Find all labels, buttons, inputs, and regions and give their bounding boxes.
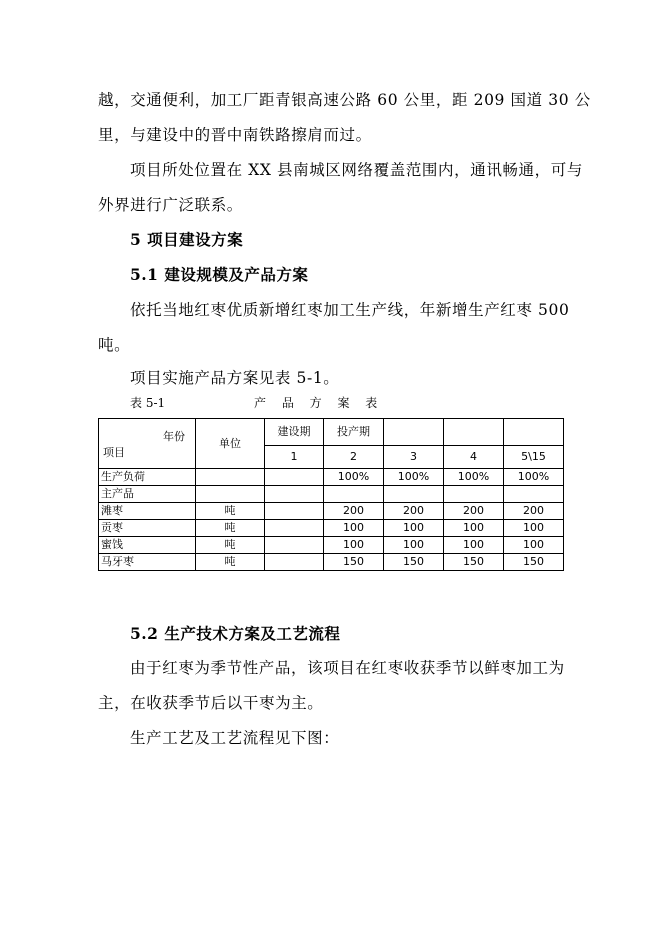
table-row-product (99, 537, 564, 554)
table-row-product (99, 520, 564, 537)
product-name: 蜜饯 (99, 537, 196, 554)
period-cell: 2 (324, 446, 384, 469)
header-construction: 建设期 (265, 419, 324, 446)
table-caption-number: 表 5-1 (130, 396, 166, 410)
value-cell: 100 (384, 537, 444, 554)
unit-cell: 吨 (196, 520, 265, 537)
header-diagonal-cell (99, 419, 196, 469)
table-caption-title: 产 品 方 案 表 (254, 396, 384, 410)
heading-section-5-1: 5.1 建设规模及产品方案 (130, 265, 309, 284)
unit-cell (196, 469, 265, 486)
product-name: 马牙枣 (99, 554, 196, 571)
heading-section-5-2: 5.2 生产技术方案及工艺流程 (130, 624, 341, 643)
period-cell: 3 (384, 446, 444, 469)
table-row-product (99, 554, 564, 571)
empty-cell (384, 486, 444, 503)
period-cell: 1 (265, 446, 324, 469)
paragraph-table-ref: 项目实施产品方案见表 5-1。 (130, 369, 340, 387)
value-cell: 200 (384, 503, 444, 520)
value-cell: 200 (504, 503, 564, 520)
header-blank (504, 419, 564, 446)
product-plan-table (98, 418, 564, 571)
row-label: 主产品 (99, 486, 196, 503)
value-cell: 200 (444, 503, 504, 520)
header-unit: 单位 (196, 419, 265, 469)
header-item: 项目 (103, 445, 125, 459)
empty-cell (324, 486, 384, 503)
unit-cell: 吨 (196, 503, 265, 520)
paragraph-location-line2: 里，与建设中的晋中南铁路擦肩而过。 (98, 126, 372, 144)
value-cell: 150 (444, 554, 504, 571)
table-row-main-products (99, 486, 564, 503)
heading-section-5: 5 项目建设方案 (130, 230, 244, 249)
value-cell: 100 (504, 520, 564, 537)
value-cell: 100 (504, 537, 564, 554)
paragraph-network-line2: 外界进行广泛联系。 (98, 196, 243, 214)
product-name: 贡枣 (99, 520, 196, 537)
empty-cell (504, 486, 564, 503)
table-header-row (99, 419, 564, 446)
header-blank (444, 419, 504, 446)
paragraph-seasonal-line2: 主，在收获季节后以干枣为主。 (98, 694, 324, 712)
header-year: 年份 (163, 429, 185, 443)
empty-cell (444, 486, 504, 503)
table-row-product (99, 503, 564, 520)
value-cell: 200 (324, 503, 384, 520)
paragraph-location-line1: 越，交通便利，加工厂距青银高速公路 60 公里，距 209 国道 30 公 (98, 91, 591, 109)
value-cell (265, 469, 324, 486)
paragraph-capacity-line1: 依托当地红枣优质新增红枣加工生产线，年新增生产红枣 500 (130, 301, 570, 319)
product-name: 滩枣 (99, 503, 196, 520)
paragraph-network-line1: 项目所处位置在 XX 县南城区网络覆盖范围内，通讯畅通，可与 (130, 161, 583, 179)
value-cell: 150 (504, 554, 564, 571)
value-cell: 100% (444, 469, 504, 486)
value-cell: 150 (384, 554, 444, 571)
paragraph-process-ref: 生产工艺及工艺流程见下图： (130, 729, 340, 747)
value-cell: 100 (324, 520, 384, 537)
period-cell: 5\15 (504, 446, 564, 469)
empty-cell (196, 486, 265, 503)
unit-cell: 吨 (196, 537, 265, 554)
value-cell: 100% (384, 469, 444, 486)
value-cell: 100 (324, 537, 384, 554)
value-cell: 100% (504, 469, 564, 486)
period-cell: 4 (444, 446, 504, 469)
unit-cell: 吨 (196, 554, 265, 571)
value-cell (265, 554, 324, 571)
value-cell: 100% (324, 469, 384, 486)
value-cell: 100 (444, 537, 504, 554)
header-production: 投产期 (324, 419, 384, 446)
paragraph-capacity-line2: 吨。 (98, 336, 131, 354)
value-cell (265, 537, 324, 554)
value-cell: 100 (444, 520, 504, 537)
value-cell: 100 (384, 520, 444, 537)
value-cell: 150 (324, 554, 384, 571)
value-cell (265, 520, 324, 537)
header-blank (384, 419, 444, 446)
empty-cell (265, 486, 324, 503)
row-label: 生产负荷 (99, 469, 196, 486)
paragraph-seasonal-line1: 由于红枣为季节性产品，该项目在红枣收获季节以鲜枣加工为 (130, 659, 565, 677)
value-cell (265, 503, 324, 520)
table-row-load (99, 469, 564, 486)
